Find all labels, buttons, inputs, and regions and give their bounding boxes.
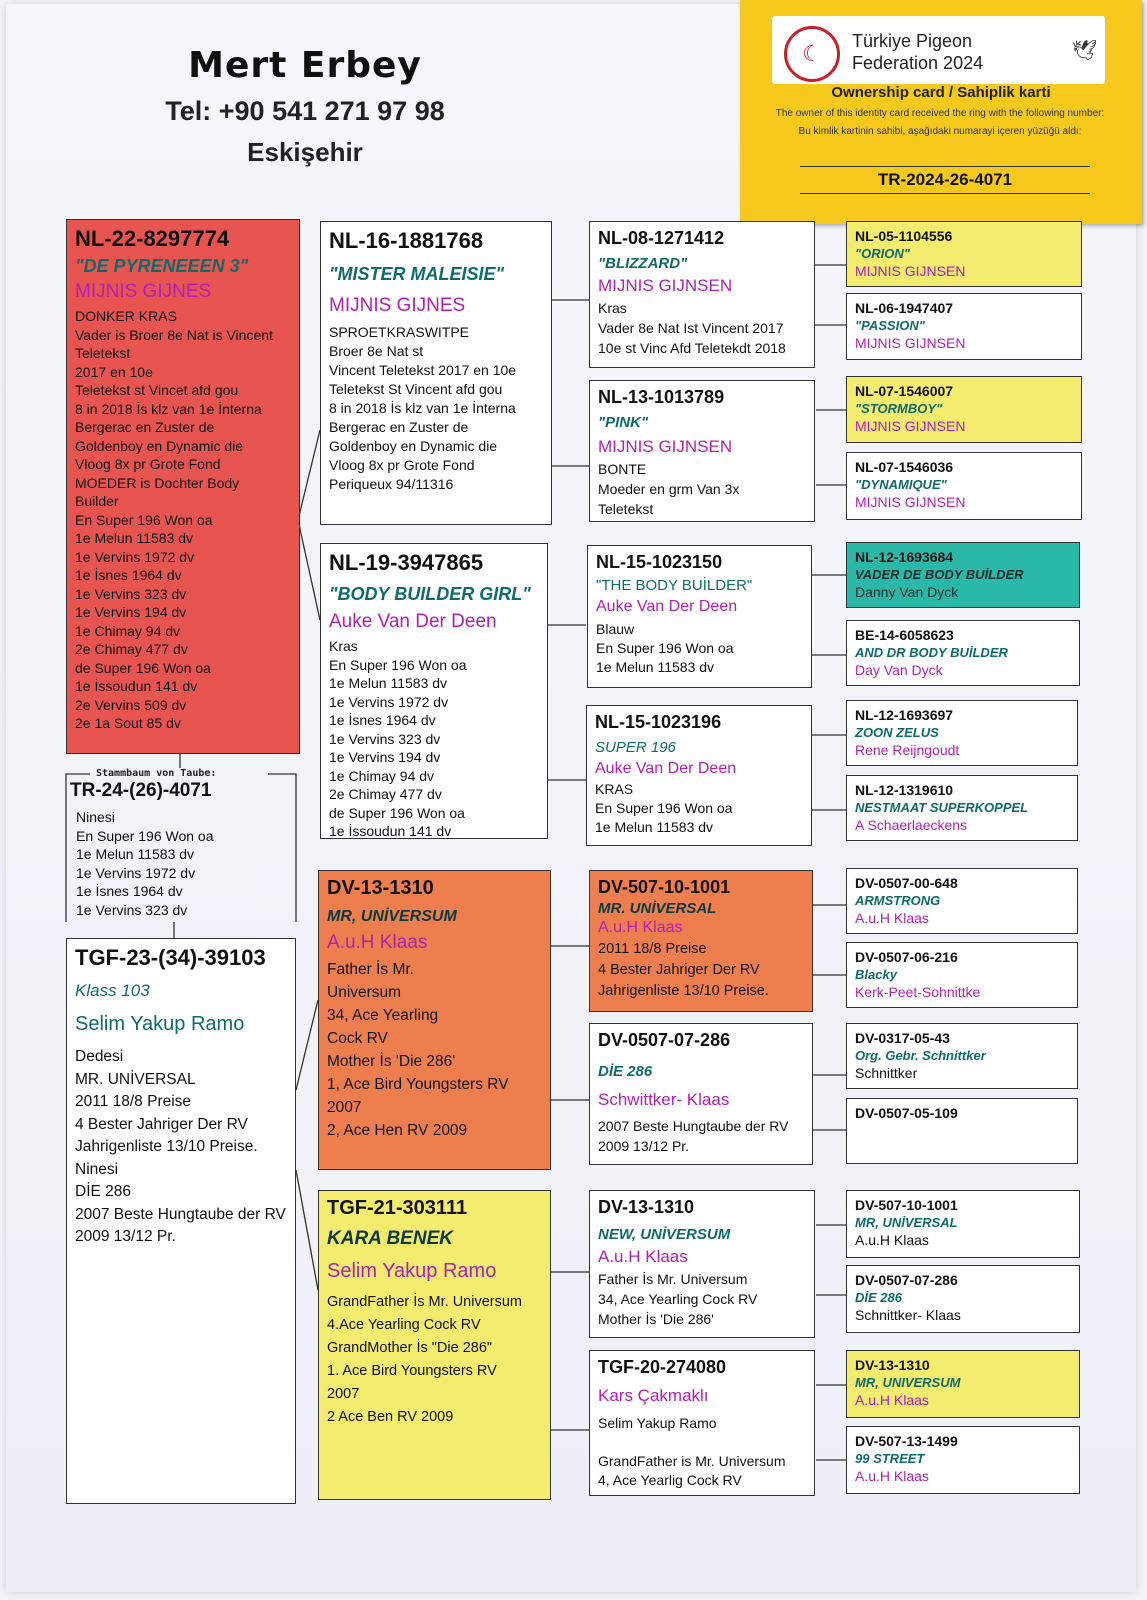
gen4-name: ZOON ZELUS <box>855 725 939 740</box>
gen4-owner: Schnittker <box>855 1065 918 1081</box>
sire-card <box>66 219 300 754</box>
gen4-card <box>846 452 1082 520</box>
gen4-card <box>846 1023 1078 1089</box>
gen4-name: Org. Gebr. Schnittker <box>855 1048 986 1063</box>
gen4-name: "ORION" <box>855 246 910 261</box>
federation-logo-icon: ☾ <box>784 26 840 82</box>
gen4-ring: NL-12-1693697 <box>855 707 954 723</box>
gen3-card <box>589 380 815 522</box>
gen3-ring: NL-15-1023196 <box>595 712 722 732</box>
gen4-ring: DV-507-10-1001 <box>855 1197 958 1213</box>
gen3-card <box>589 1350 815 1496</box>
gen3-ring: TGF-20-274080 <box>598 1357 727 1377</box>
gen4-owner: MIJNIS GIJNSEN <box>855 263 966 279</box>
gen4-name: NESTMAAT SUPERKOPPEL <box>855 800 1029 815</box>
gen4-owner: A Schaerlaeckens <box>855 817 968 833</box>
gen3-card <box>589 1190 815 1338</box>
sire-owner: MIJNIS GIJNES <box>75 281 212 302</box>
gen3-ring: DV-13-1310 <box>598 1197 695 1217</box>
gen3-info: BONTE Moeder en grm Van 3x Teletekst <box>598 461 740 517</box>
gen2-owner: A.u.H Klaas <box>327 932 428 953</box>
gen3-owner: A.u.H Klaas <box>598 1247 688 1266</box>
gen3-info: Father İs Mr. Universum 34, Ace Yearling Cock RV Mother İs 'Die 286' <box>598 1271 758 1327</box>
gen4-ring: NL-07-1546036 <box>855 459 954 475</box>
gen2-ring: NL-16-1881768 <box>329 228 484 253</box>
card-ring-number: TR-2024-26-4071 <box>800 166 1090 194</box>
dam-ring: TGF-23-(34)-39103 <box>75 945 266 970</box>
subject-info: Ninesi En Super 196 Won oa 1e Melun 11583 dv 1e Vervins 1972 dv 1e İsnes 1964 dv 1e Vervins 323 dv <box>76 809 214 918</box>
gen3-card <box>587 545 812 688</box>
dam-name: Klass 103 <box>75 981 150 1000</box>
gen3-owner: Schwittker- Klaas <box>598 1090 730 1109</box>
gen4-card <box>846 293 1082 360</box>
sire-ring: NL-22-8297774 <box>75 226 230 251</box>
dam-owner: Selim Yakup Ramo <box>75 1013 245 1035</box>
gen3-owner: Auke Van Der Deen <box>596 598 738 615</box>
gen4-owner: Rene Reijngoudt <box>855 742 960 758</box>
gen4-card <box>846 620 1080 686</box>
gen4-name: "PASSION" <box>855 318 925 333</box>
gen2-owner: MIJNIS GIJNES <box>329 295 466 316</box>
gen4-owner: MIJNIS GIJNSEN <box>855 494 966 510</box>
gen3-name: NEW, UNİVERSUM <box>598 1226 731 1243</box>
gen3-owner: Kars Çakmaklı <box>598 1386 709 1405</box>
gen3-info: 2007 Beste Hungtaube der RV 2009 13/12 Pr. <box>598 1118 789 1154</box>
gen2-info: SPROETKRASWITPE Broer 8e Nat st Vincent Teletekst 2017 en 10e Teletekst St Vincent afd gou 8 in 2018 İs klz van 1e İnterna Bergerac en Zuster de Goldenboy en Dynamic die Vloog 8x pr Grote Fond Periqueux 94/11316 <box>329 324 517 492</box>
gen3-name: "THE BODY BUİLDER" <box>596 577 753 594</box>
gen2-card <box>318 1190 551 1500</box>
card-title: Ownership card / Sahiplik karti <box>831 84 1051 101</box>
gen4-name: DİE 286 <box>855 1290 902 1305</box>
gen2-ring: TGF-21-303111 <box>327 1197 468 1219</box>
gen4-ring: NL-05-1104556 <box>855 228 953 244</box>
gen4-ring: DV-0507-06-216 <box>855 949 958 965</box>
gen4-owner: MIJNIS GIJNSEN <box>855 418 966 434</box>
gen4-name: MR, UNIVERSUM <box>855 1375 961 1390</box>
gen3-info: Selim Yakup Ramo GrandFather is Mr. Universum 4, Ace Yearlig Cock RV <box>598 1415 786 1488</box>
gen3-card <box>589 870 813 1012</box>
gen3-card <box>589 221 815 368</box>
gen3-name: MR. UNİVERSAL <box>598 900 717 917</box>
gen2-name: MR, UNİVERSUM <box>327 908 457 925</box>
gen2-name: "BODY BUILDER GIRL" <box>329 584 531 604</box>
pigeon-icon: 🕊 <box>1071 40 1097 62</box>
card-text: The owner of this identity card received the ring with the following number: Bu kimlik kartinin sahibi, aşağıdaki numarayi içeren yüzüğü aldı: <box>775 108 1105 137</box>
gen3-ring: NL-08-1271412 <box>598 228 725 248</box>
gen4-ring: DV-0507-07-286 <box>855 1272 958 1288</box>
gen3-name: "PINK" <box>598 414 649 431</box>
subject-card <box>66 776 296 922</box>
gen2-info: GrandFather İs Mr. Universum 4.Ace Yearling Cock RV GrandMother İs "Die 286" 1. Ace Bird Youngsters RV 2007 2 Ace Ben RV 2009 <box>327 1294 522 1425</box>
gen4-ring: DV-507-13-1499 <box>855 1433 958 1449</box>
gen3-name: SUPER 196 <box>595 739 676 756</box>
gen4-ring: NL-07-1546007 <box>855 383 954 399</box>
stammbaum-label: Stammbaum von Taube: <box>92 768 220 779</box>
gen4-card <box>846 700 1078 766</box>
gen2-info: Kras En Super 196 Won oa 1e Melun 11583 dv 1e Vervins 1972 dv 1e İsnes 1964 dv 1e Vervins 323 dv 1e Vervins 194 dv 1e Chimay 94 dv 2e Chimay 477 dv de Super 196 Won oa 1e İssoudun 141 dv <box>329 638 467 839</box>
subject-ring: TR-24-(26)-4071 <box>70 780 212 801</box>
gen4-ring: NL-12-1693684 <box>855 549 954 565</box>
gen4-ring: BE-14-6058623 <box>855 627 954 643</box>
gen3-info: 2011 18/8 Preise 4 Bester Jahriger Der RV Jahrigenliste 13/10 Preise. <box>598 941 769 999</box>
gen4-owner: MIJNIS GIJNSEN <box>855 335 966 351</box>
gen3-owner: A.u.H Klaas <box>598 919 683 936</box>
gen4-owner: Schnittker- Klaas <box>855 1307 961 1323</box>
gen2-card <box>318 870 551 1170</box>
gen4-card <box>846 775 1078 841</box>
gen2-owner: Selim Yakup Ramo <box>327 1260 497 1282</box>
gen4-card <box>846 868 1078 934</box>
dam-info: Dedesi MR. UNİVERSAL 2011 18/8 Preise 4 Bester Jahriger Der RV Jahrigenliste 13/10 Preise. Ninesi DİE 286 2007 Beste Hungtaube der RV 2009 13/12 Pr. <box>75 1048 286 1245</box>
gen2-ring: NL-19-3947865 <box>329 550 484 575</box>
gen3-ring: DV-0507-07-286 <box>598 1030 731 1050</box>
gen4-owner: Kerk-Peet-Sohnittke <box>855 984 981 1000</box>
gen3-card <box>586 705 812 846</box>
gen3-info: Blauw En Super 196 Won oa 1e Melun 11583 dv <box>596 621 734 675</box>
gen2-ring: DV-13-1310 <box>327 877 434 899</box>
sire-name: "DE PYRENEEEN 3" <box>75 256 249 276</box>
gen4-name: VADER DE BODY BUİLDER <box>855 567 1024 582</box>
gen4-name: Blacky <box>855 967 897 982</box>
gen4-card <box>846 1265 1080 1333</box>
gen4-owner: A.u.H Klaas <box>855 1392 929 1408</box>
federation-name: Türkiye Pigeon Federation 2024 <box>852 31 984 73</box>
gen4-card <box>846 376 1082 443</box>
breeder-city: Eskişehir <box>247 137 363 167</box>
gen2-card <box>320 543 548 839</box>
dam-card <box>66 938 296 1504</box>
gen4-card <box>846 542 1080 608</box>
gen3-ring: DV-507-10-1001 <box>598 877 731 897</box>
gen3-ring: NL-15-1023150 <box>596 552 723 572</box>
gen3-info: KRAS En Super 196 Won oa 1e Melun 11583 dv <box>595 781 733 835</box>
gen2-card <box>320 221 552 525</box>
gen4-ring: NL-12-1319610 <box>855 782 954 798</box>
gen4-owner: Danny Van Dyck <box>855 584 959 600</box>
gen3-card <box>589 1023 813 1165</box>
gen2-name: "MISTER MALEISIE" <box>329 264 505 284</box>
gen4-ring: DV-0317-05-43 <box>855 1030 950 1046</box>
gen4-owner: A.u.H Klaas <box>855 910 929 926</box>
gen2-name: KARA BENEK <box>327 1228 453 1249</box>
gen4-name: AND DR BODY BUİLDER <box>855 645 1008 660</box>
gen4-ring: DV-0507-05-109 <box>855 1105 958 1121</box>
sire-info: DONKER KRAS Vader is Broer 8e Nat is Vincent Teletekst 2017 en 10e Teletekst st Vincet afd gou 8 in 2018 İs klz van 1e İnterna Bergerac en Zuster de Goldenboy en Dynamic die Vloog 8x pr Grote Fond MOEDER is Dochter Body Builder En Super 196 Won oa 1e Melun 11583 dv 1e Vervins 1972 dv 1e İsnes 1964 dv 1e Vervins 323 dv 1e Vervins 194 dv 1e Chimay 94 dv 2e Chimay 477 dv de Super 196 Won oa 1e İssoudun 141 dv 2e Vervins 509 dv 2e 1a Sout 85 dv <box>75 308 273 731</box>
gen4-name: MR, UNİVERSAL <box>855 1215 958 1230</box>
gen4-name: "DYNAMIQUE" <box>855 477 947 492</box>
gen4-card <box>846 1350 1080 1418</box>
gen3-info: Kras Vader 8e Nat Ist Vincent 2017 10e st Vinc Afd Teletekdt 2018 <box>598 300 786 356</box>
gen4-name: 99 STREET <box>855 1451 925 1466</box>
gen3-owner: Auke Van Der Deen <box>595 760 737 777</box>
breeder-phone: Tel: +90 541 271 97 98 <box>165 96 445 126</box>
breeder-name: Mert Erbey <box>188 45 422 86</box>
gen4-card <box>846 1426 1080 1494</box>
gen4-name: "STORMBOY" <box>855 401 943 416</box>
gen4-ring: DV-0507-00-648 <box>855 875 958 891</box>
gen3-name: DİE 286 <box>598 1063 653 1080</box>
gen2-info: Father İs Mr. Universum 34, Ace Yearling Cock RV Mother İs 'Die 286' 1, Ace Bird Youngsters RV 2007 2, Ace Hen RV 2009 <box>327 961 509 1139</box>
gen4-ring: DV-13-1310 <box>855 1357 930 1373</box>
gen3-owner: MIJNIS GIJNSEN <box>598 437 733 456</box>
gen4-owner: Day Van Dyck <box>855 662 943 678</box>
gen4-card <box>846 1098 1078 1164</box>
gen4-ring: NL-06-1947407 <box>855 300 954 316</box>
gen4-card <box>846 221 1082 287</box>
gen4-owner: A.u.H Klaas <box>855 1232 929 1248</box>
gen4-card <box>846 1190 1080 1258</box>
gen3-name: "BLIZZARD" <box>598 255 688 272</box>
gen4-card <box>846 942 1078 1008</box>
gen3-ring: NL-13-1013789 <box>598 387 725 407</box>
gen3-owner: MIJNIS GIJNSEN <box>598 276 733 295</box>
gen2-owner: Auke Van Der Deen <box>329 611 497 632</box>
gen4-name: ARMSTRONG <box>855 893 941 908</box>
gen4-owner: A.u.H Klaas <box>855 1468 929 1484</box>
